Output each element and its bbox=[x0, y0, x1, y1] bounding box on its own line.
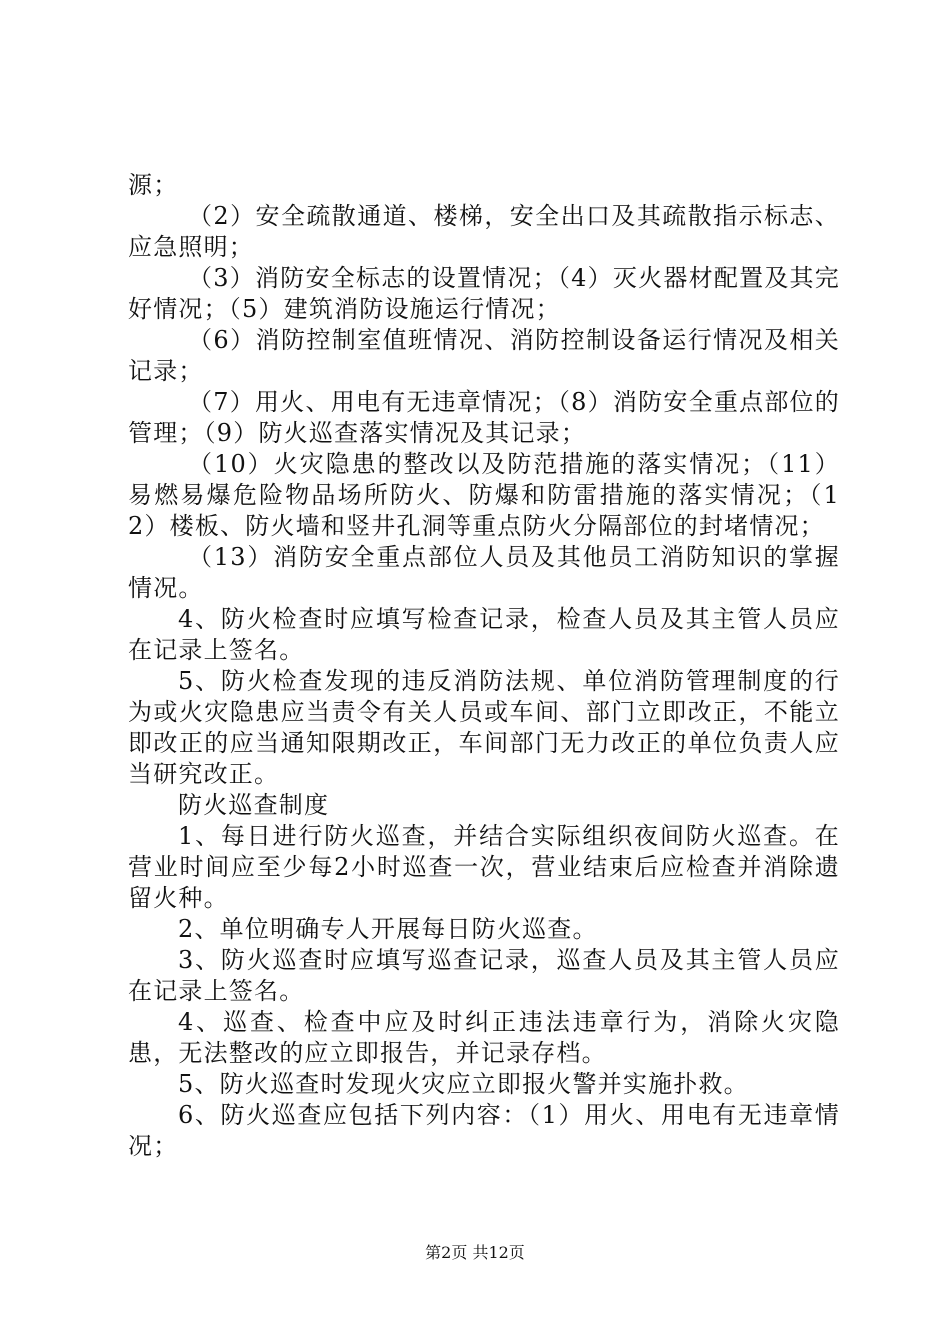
paragraph: 3、防火巡查时应填写巡查记录，巡查人员及其主管人员应在记录上签名。 bbox=[128, 946, 840, 1005]
paragraph: （7）用火、用电有无违章情况；（8）消防安全重点部位的管理；（9）防火巡查落实情况及其记录； bbox=[128, 388, 840, 447]
page-number: 第2页 共12页 bbox=[425, 1243, 525, 1262]
paragraph: 源； bbox=[128, 171, 179, 199]
paragraph: （13）消防安全重点部位人员及其他员工消防知识的掌握情况。 bbox=[128, 543, 840, 602]
paragraph: 4、防火检查时应填写检查记录，检查人员及其主管人员应在记录上签名。 bbox=[128, 605, 840, 664]
paragraph: （10）火灾隐患的整改以及防范措施的落实情况；（11）易燃易爆危险物品场所防火、防爆和防雷措施的落实情况；（12）楼板、防火墙和竖井孔洞等重点防火分隔部位的封堵情况； bbox=[128, 450, 840, 540]
paragraph: （6）消防控制室值班情况、消防控制设备运行情况及相关记录； bbox=[128, 326, 840, 385]
paragraph: 6、防火巡查应包括下列内容：（1）用火、用电有无违章情况； bbox=[128, 1101, 840, 1160]
section-heading: 防火巡查制度 bbox=[178, 791, 330, 819]
paragraph: 5、防火检查发现的违反消防法规、单位消防管理制度的行为或火灾隐患应当责令有关人员或车间、部门立即改正，不能立即改正的应当通知限期改正，车间部门无力改正的单位负责人应当研究改正。 bbox=[128, 667, 840, 788]
paragraph: 5、防火巡查时发现火灾应立即报火警并实施扑救。 bbox=[178, 1070, 749, 1098]
document-body bbox=[128, 170, 840, 1162]
paragraph: 1、每日进行防火巡查，并结合实际组织夜间防火巡查。在营业时间应至少每2小时巡查一次，营业结束后应检查并消除遗留火种。 bbox=[128, 822, 840, 912]
paragraph: （2）安全疏散通道、楼梯，安全出口及其疏散指示标志、应急照明； bbox=[128, 202, 840, 261]
paragraph: （3）消防安全标志的设置情况；（4）灭火器材配置及其完好情况；（5）建筑消防设施运行情况； bbox=[128, 264, 840, 323]
paragraph: 2、单位明确专人开展每日防火巡查。 bbox=[178, 915, 598, 943]
paragraph: 4、巡查、检查中应及时纠正违法违章行为，消除火灾隐患，无法整改的应立即报告，并记录存档。 bbox=[128, 1008, 840, 1067]
page-footer bbox=[0, 1243, 950, 1263]
